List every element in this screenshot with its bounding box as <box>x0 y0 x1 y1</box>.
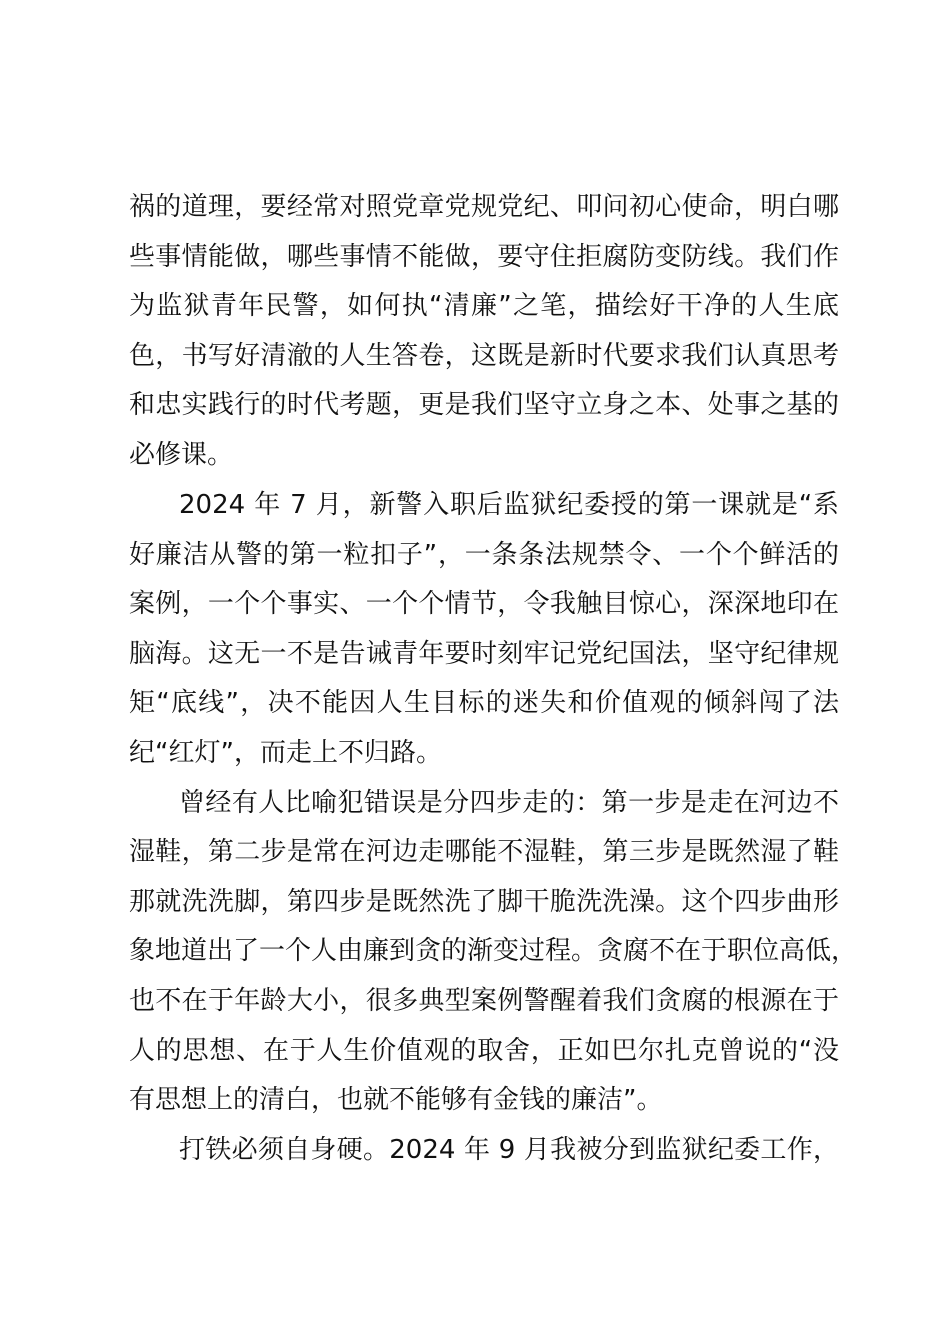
text-line: 曾经有人比喻犯错误是分四步走的：第一步是走在河边不 <box>179 788 839 818</box>
text-line: 象地道出了一个人由廉到贪的渐变过程。贪腐不在于职位高低， <box>129 936 858 966</box>
text-line: 案例，一个个事实、一个个情节，令我触目惊心，深深地印在 <box>129 589 839 619</box>
text-line: 打铁必须自身硬。2024 年 9 月我被分到监狱纪委工作， <box>179 1135 839 1165</box>
text-line: 那就洗洗脚，第四步是既然洗了脚干脆洗洗澡。这个四步曲形 <box>129 887 839 917</box>
text-line: 矩“底线”，决不能因人生目标的迷失和价值观的倾斜闯了法 <box>129 688 839 718</box>
text-line: 好廉洁从警的第一粒扣子”，一条条法规禁令、一个个鲜活的 <box>129 540 839 570</box>
text-line: 和忠实践行的时代考题，更是我们坚守立身之本、处事之基的 <box>129 390 839 420</box>
text-line: 也不在于年龄大小，很多典型案例警醒着我们贪腐的根源在于 <box>129 986 839 1016</box>
text-line: 2024 年 7 月，新警入职后监狱纪委授的第一课就是“系 <box>179 490 839 520</box>
text-line: 脑海。这无一不是告诫青年要时刻牢记党纪国法，坚守纪律规 <box>129 639 839 669</box>
text-line: 色，书写好清澈的人生答卷，这既是新时代要求我们认真思考 <box>129 341 839 371</box>
text-line: 必修课。 <box>129 440 234 470</box>
text-line: 纪“红灯”，而走上不归路。 <box>129 738 442 768</box>
text-line: 有思想上的清白，也就不能够有金钱的廉洁”。 <box>129 1085 663 1115</box>
text-line: 为监狱青年民警，如何执“清廉”之笔，描绘好干净的人生底 <box>129 291 839 321</box>
text-line: 湿鞋，第二步是常在河边走哪能不湿鞋，第三步是既然湿了鞋 <box>129 837 839 867</box>
text-line: 人的思想、在于人生价值观的取舍，正如巴尔扎克曾说的“没 <box>129 1036 839 1066</box>
text-line: 祸的道理，要经常对照党章党规党纪、叩问初心使命，明白哪 <box>129 192 839 222</box>
text-line: 些事情能做，哪些事情不能做，要守住拒腐防变防线。我们作 <box>129 242 839 272</box>
